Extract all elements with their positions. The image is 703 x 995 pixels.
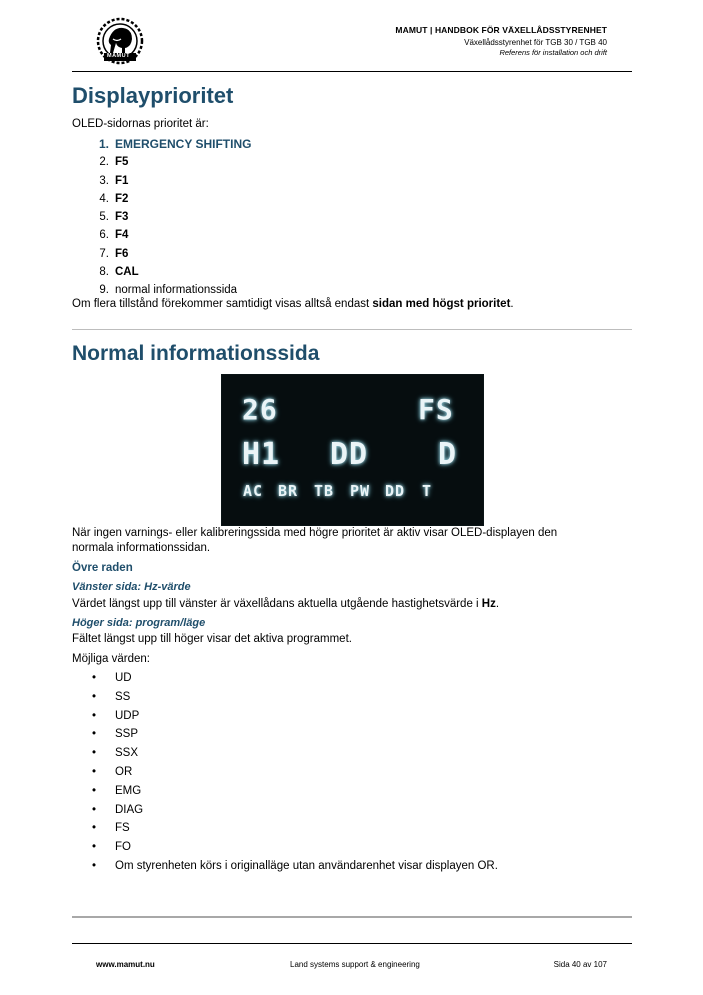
left-side-heading: Vänster sida: Hz-värde: [72, 581, 191, 593]
list-item: 3. F1: [99, 174, 129, 187]
list-item: 2. F5: [99, 156, 129, 169]
oled-mid-right: D: [438, 437, 458, 472]
section-heading-normal-info-page: Normal informationssida: [72, 342, 320, 365]
header-subtitle-secondary: Referens för installation och drift: [499, 48, 607, 57]
header-subtitle: Växellådsstyrenhet för TGB 30 / TGB 40: [464, 38, 607, 47]
oled-display-image: [221, 374, 484, 526]
list-item: • UDP: [92, 709, 140, 722]
priority-summary: Om flera tillstånd förekommer samtidigt visas alltså endast sidan med högst prioritet.: [72, 298, 514, 310]
footer-tagline: Land systems support & engineering: [290, 960, 420, 969]
oled-bottom-item: DD: [385, 482, 406, 500]
priority-intro: OLED-sidornas prioritet är:: [72, 118, 209, 130]
priority-list: [72, 137, 251, 297]
oled-bottom-item: T: [422, 482, 433, 500]
oled-top-left: 26: [242, 393, 278, 426]
list-item: 8. CAL: [99, 266, 139, 279]
possible-values-intro: Möjliga värden:: [72, 653, 150, 665]
footer-website-link[interactable]: www.mamut.nu: [96, 960, 155, 969]
oled-bottom-item: BR: [278, 482, 299, 500]
oled-mid-left: H1: [242, 437, 281, 472]
section-heading-display-priority: Displayprioritet: [72, 83, 234, 108]
top-row-heading: Övre raden: [72, 562, 133, 574]
right-side-heading: Höger sida: program/läge: [72, 617, 206, 629]
oled-bottom-item: AC: [243, 482, 264, 500]
list-item: • OR: [92, 765, 133, 778]
left-side-text: Värdet längst upp till vänster är växellådans aktuella utgående hastighetsvärde i Hz.: [72, 598, 500, 610]
list-item: 1. EMERGENCY SHIFTING: [98, 137, 252, 151]
logo-text: MAMUT: [107, 53, 130, 59]
info-description-line1: När ingen varnings- eller kalibreringssida med högre prioritet är aktiv visar OLED-displayen den: [72, 527, 558, 539]
list-item: 5. F3: [99, 211, 129, 224]
header-title: MAMUT | HANDBOK FÖR VÄXELLÅDSSTYRENHET: [395, 25, 607, 35]
list-item: • FO: [92, 841, 131, 854]
list-item: 9. normal informationssida: [99, 284, 238, 297]
list-item: • SSP: [92, 728, 139, 741]
list-item: 6. F4: [99, 229, 129, 242]
oled-bottom-item: TB: [314, 482, 335, 500]
info-description-line2: normala informationssidan.: [72, 542, 211, 554]
footer-divider: [72, 943, 632, 944]
list-item: • DIAG: [92, 803, 144, 816]
footer-page-number: Sida 40 av 107: [553, 960, 607, 969]
oled-bottom-item: PW: [350, 482, 371, 500]
list-item: • SS: [92, 690, 131, 703]
list-item: • EMG: [92, 784, 142, 797]
footer-divider-grey: [72, 916, 632, 918]
list-item: • UD: [92, 672, 132, 684]
list-item: 7. F6: [99, 247, 129, 260]
oled-mid-center: DD: [330, 437, 369, 472]
list-item: • Om styrenheten körs i originalläge utan användarenhet visar displayen OR.: [92, 859, 498, 872]
possible-values-list: [72, 671, 498, 878]
list-item: • FS: [92, 822, 130, 835]
list-item: 4. F2: [99, 192, 129, 205]
header-divider: [72, 71, 632, 72]
right-side-text: Fältet längst upp till höger visar det aktiva programmet.: [72, 633, 352, 645]
section-divider: [72, 329, 632, 330]
oled-top-right: FS: [418, 393, 454, 426]
list-item: • SSX: [92, 747, 139, 760]
